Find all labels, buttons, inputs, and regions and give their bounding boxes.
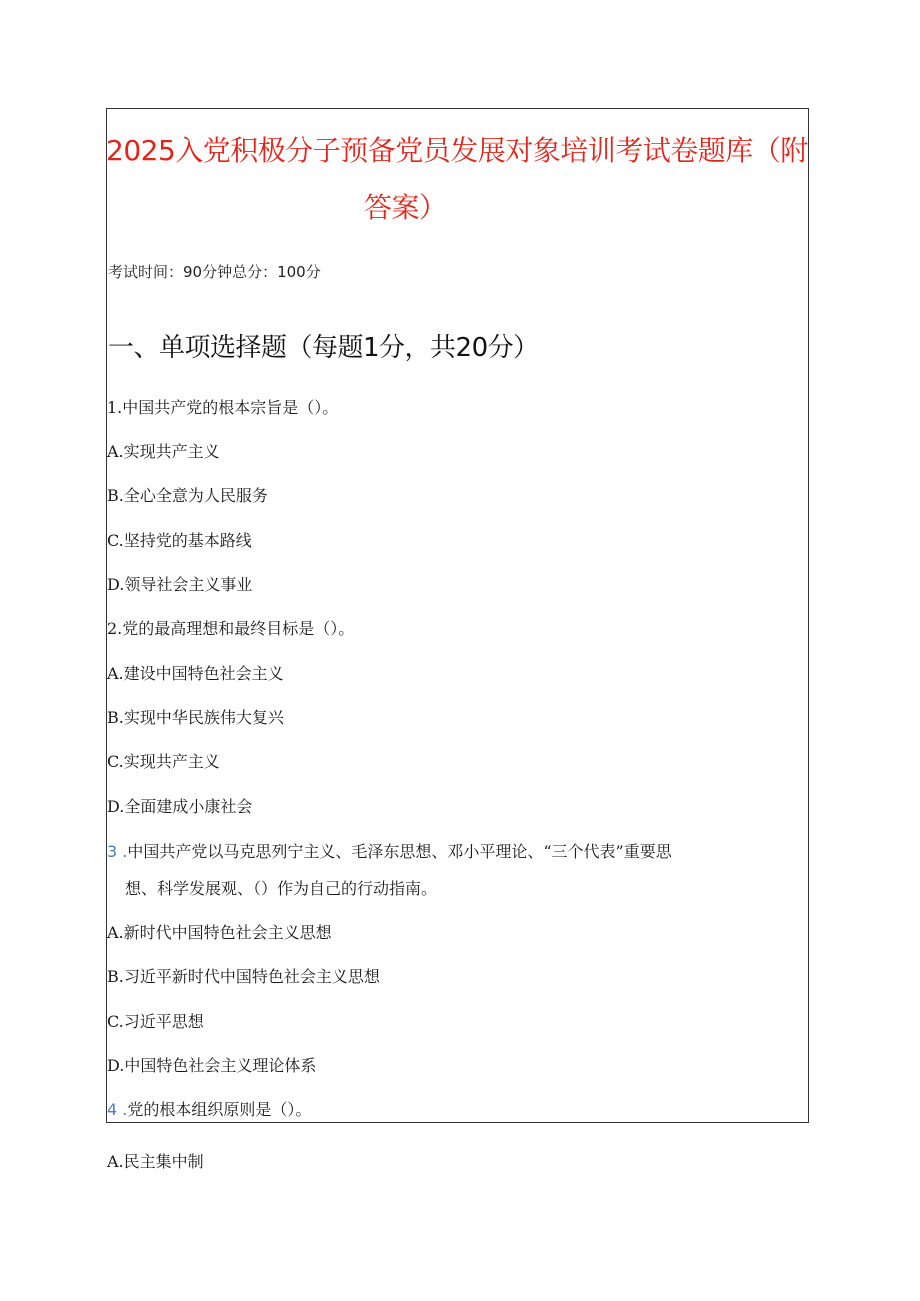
option-3d: D.中国特色社会主义理论体系	[107, 1056, 317, 1075]
option-1d: D.领导社会主义事业	[107, 575, 253, 594]
option-4a: A.民主集中制	[107, 1152, 204, 1171]
question-3	[107, 842, 672, 862]
section-heading: 一、单项选择题（每题1分，共20分）	[108, 333, 539, 363]
question-number: 4 .	[107, 1100, 128, 1119]
option-2d: D.全面建成小康社会	[107, 797, 253, 816]
question-number: 3 .	[107, 842, 128, 861]
exam-info: 考试时间：90分钟总分：100分	[108, 263, 321, 281]
question-text: 党的最高理想和最终目标是（）。	[122, 619, 355, 638]
option-2a: A.建设中国特色社会主义	[107, 664, 284, 683]
option-1a: A.实现共产主义	[107, 442, 220, 461]
option-1c: C.坚持党的基本路线	[107, 531, 252, 550]
option-2c: C.实现共产主义	[107, 752, 220, 771]
question-3-continuation: 想、科学发展观、（）作为自己的行动指南。	[125, 879, 438, 898]
document-title-line1: 2025入党积极分子预备党员发展对象培训考试卷题库（附	[106, 134, 808, 167]
question-text: 党的根本组织原则是（）。	[127, 1100, 312, 1119]
question-4	[107, 1100, 311, 1120]
question-text: 中国共产党的根本宗旨是（）。	[122, 398, 339, 417]
option-3a: A.新时代中国特色社会主义思想	[107, 923, 332, 942]
option-3b: B.习近平新时代中国特色社会主义思想	[107, 967, 380, 986]
question-1	[107, 398, 338, 418]
question-2	[107, 619, 354, 639]
question-text: 中国共产党以马克思列宁主义、毛泽东思想、邓小平理论、“三个代表”重要思	[127, 842, 672, 861]
option-2b: B.实现中华民族伟大复兴	[107, 708, 284, 727]
option-1b: B.全心全意为人民服务	[107, 486, 268, 505]
document-title-line2: 答案）	[364, 191, 447, 224]
question-number: 2.	[107, 619, 123, 638]
option-3c: C.习近平思想	[107, 1012, 204, 1031]
question-number: 1.	[107, 398, 123, 417]
